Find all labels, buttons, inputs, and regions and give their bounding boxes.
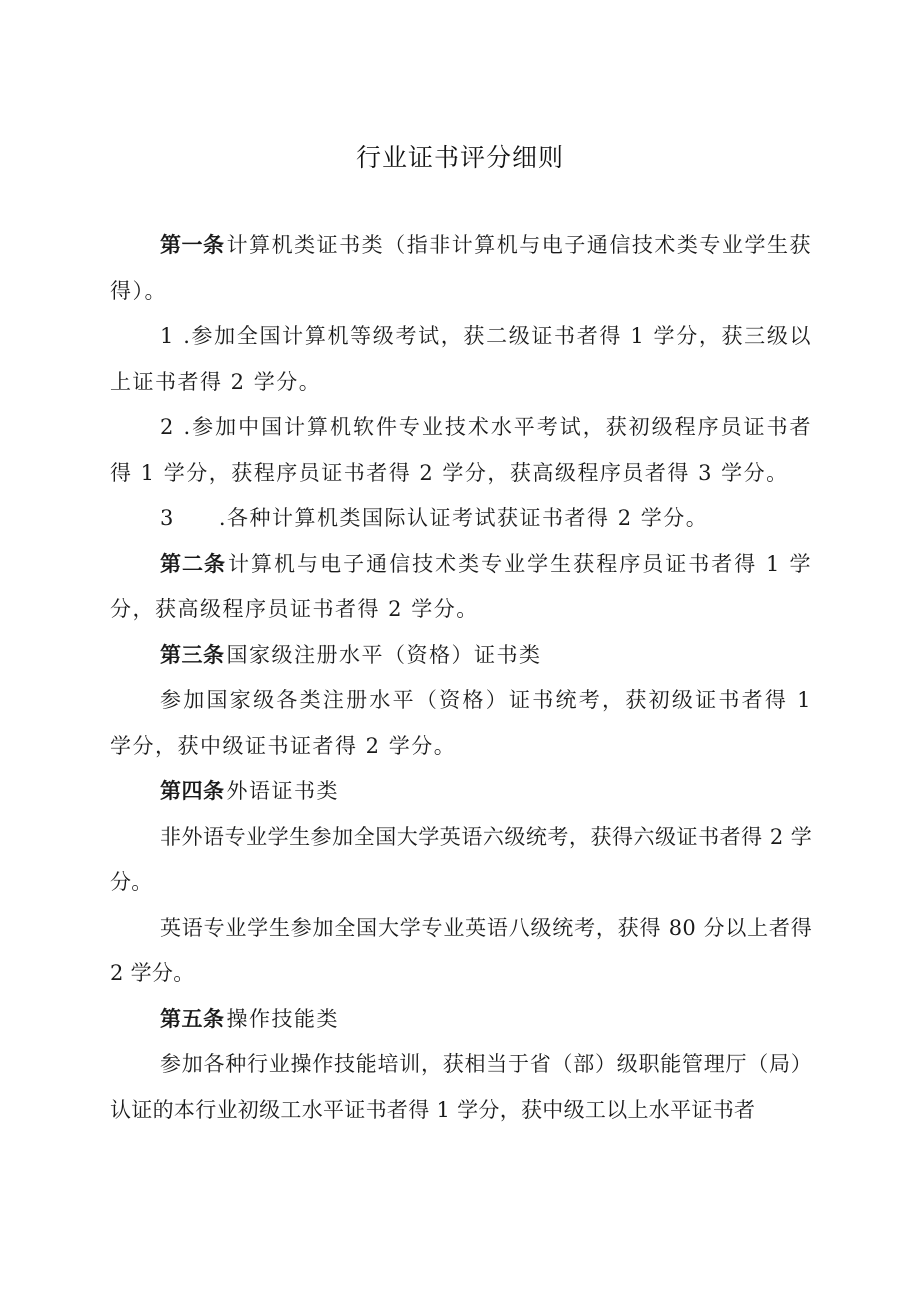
article-1-text: 计算机类证书类（指非计算机与电子通信技术类专业学生获得）。 (110, 233, 813, 303)
article-1-item-3 (110, 496, 812, 542)
article-2-heading: 第二条 (160, 551, 227, 576)
article-4-text: 外语证书类 (226, 779, 339, 803)
article-5-paragraph-text: 参加各种行业操作技能培训，获相当于省（部）级职能管理厅（局）认证的本行业初级工水平证书者得 1 学分，获中级工以上水平证书者 (110, 1052, 812, 1122)
article-4-paragraph-2 (110, 906, 812, 997)
article-4-heading: 第四条 (160, 779, 225, 803)
article-1-item-2-text: 2 .参加中国计算机软件专业技术水平考试，获初级程序员证书者得 1 学分，获程序员证书者得 2 学分，获高级程序员者得 3 学分。 (110, 415, 812, 485)
article-2-text: 计算机与电子通信技术类专业学生获程序员证书者得 1 学分，获高级程序员证书者得 2 学分。 (110, 551, 812, 621)
article-1 (110, 223, 812, 314)
article-4-paragraph-1-text: 非外语专业学生参加全国大学英语六级统考，获得六级证书者得 2 学分。 (110, 824, 812, 894)
article-4-paragraph-2-text: 英语专业学生参加全国大学专业英语八级统考，获得 80 分以上者得 2 学分。 (110, 915, 812, 985)
article-1-item-3-text: .各种计算机类国际认证考试获证书者得 2 学分。 (218, 506, 709, 530)
article-3-paragraph-text: 参加国家级各类注册水平（资格）证书统考，获初级证书者得 1 学分，获中级证书证者得 2 学分。 (110, 688, 812, 758)
article-3-text: 国家级注册水平（资格）证书类 (226, 642, 542, 667)
article-5-heading: 第五条 (160, 1006, 225, 1031)
article-1-item-1-text: 1 .参加全国计算机等级考试，获二级证书者得 1 学分，获三级以上证书者得 2 学分。 (110, 324, 812, 394)
article-1-item-3-number: 3 (160, 506, 175, 530)
article-4 (110, 769, 812, 815)
article-2 (110, 542, 812, 633)
article-3-heading: 第三条 (160, 642, 225, 667)
article-5-text: 操作技能类 (226, 1006, 339, 1031)
article-1-heading: 第一条 (160, 233, 225, 257)
article-5-paragraph (110, 1042, 812, 1133)
article-1-item-2 (110, 405, 812, 496)
article-3-paragraph (110, 678, 812, 769)
document-title: 行业证书评分细则 (355, 143, 564, 172)
article-4-paragraph-1 (110, 815, 812, 906)
article-5 (110, 997, 812, 1043)
document-body (110, 223, 812, 1133)
article-1-item-1 (110, 314, 812, 405)
article-3 (110, 633, 812, 679)
